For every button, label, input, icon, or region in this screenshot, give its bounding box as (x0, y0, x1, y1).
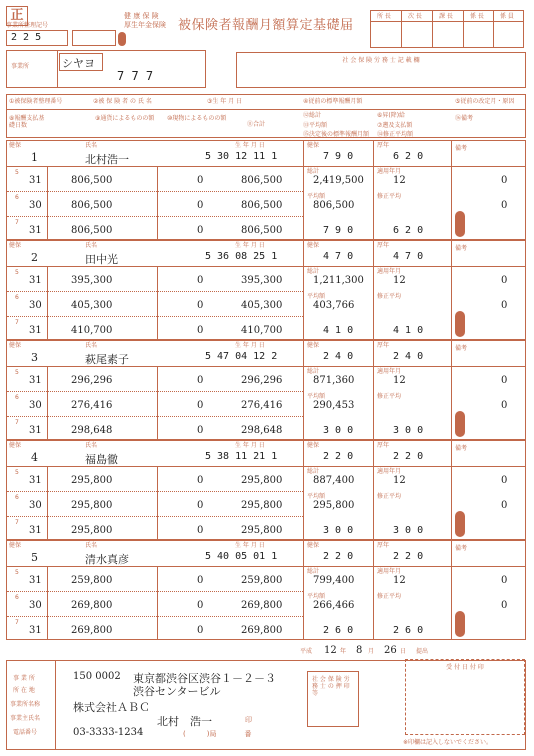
goods-amount: 0 (197, 325, 204, 336)
cash-amount: 298,648 (71, 425, 113, 436)
col-9: ⑨通貨によるものの額 (95, 115, 155, 122)
pill-marker (455, 611, 465, 637)
col-3: ③生 年 月 日 (207, 98, 243, 105)
pill-marker (118, 32, 126, 46)
pill-marker (455, 311, 465, 337)
insurance-type (124, 12, 166, 30)
pill-marker (455, 211, 465, 237)
base-days: 31 (29, 325, 42, 336)
prev-health: 2 2 0 (323, 451, 354, 462)
stamp-label: 課 長 (439, 13, 453, 20)
name-label: 氏名 (85, 542, 98, 549)
total-amount: 799,400 (313, 575, 355, 586)
month-sum: 269,800 (241, 625, 283, 636)
submit-day: 26 (384, 645, 397, 656)
month-number: 6 (15, 294, 19, 301)
base-days: 31 (29, 425, 42, 436)
goods-amount: 0 (197, 300, 204, 311)
cash-amount: 410,700 (71, 325, 113, 336)
cash-amount: 295,800 (71, 500, 113, 511)
average-amount: 290,453 (313, 400, 355, 411)
average-amount: 806,500 (313, 200, 355, 211)
month-sum: 806,500 (241, 225, 283, 236)
base-days: 31 (29, 275, 42, 286)
birth-date: 5 30 12 11 1 (205, 151, 278, 162)
base-days: 31 (29, 225, 42, 236)
stamp-label: 係 員 (500, 13, 514, 20)
address-line2: 渋谷センタービル (133, 685, 221, 698)
seal-mark: 印 (245, 716, 252, 724)
health-label: 健保 (307, 342, 320, 349)
pension-label: 厚生年金保険 (124, 21, 166, 29)
correct-mark: 正 (6, 6, 28, 26)
month-sum: 295,800 (241, 525, 283, 536)
health-label: 健保 (307, 442, 320, 449)
month-sum: 806,500 (241, 200, 283, 211)
total-amount: 887,400 (313, 475, 355, 486)
cash-amount: 296,296 (71, 375, 113, 386)
corrected-label: 修正平均 (377, 393, 402, 400)
base-days: 31 (29, 175, 42, 186)
pension-label: 厚年 (377, 142, 390, 149)
submit-year: 12 (324, 645, 337, 656)
form-title: 被保険者報酬月額算定基礎届 (178, 18, 354, 33)
person-block (6, 140, 526, 240)
month-number: 6 (15, 394, 19, 401)
footer-note: ※印欄は記入しないでください。 (403, 739, 493, 746)
received-label: 受 付 日 付 印 (446, 664, 484, 671)
applied-label: 適用年月 (377, 268, 402, 275)
goods-amount: 0 (197, 475, 204, 486)
retro-value: 0 (501, 400, 508, 411)
pension-label: 厚年 (377, 342, 390, 349)
month-sum: 295,800 (241, 475, 283, 486)
col-16: ⑯備考 (455, 115, 474, 122)
base-days: 30 (29, 400, 42, 411)
footer-label: 事 業 所 (13, 675, 35, 682)
month-number: 6 (15, 194, 19, 201)
average-amount: 266,466 (313, 600, 355, 611)
goods-amount: 0 (197, 575, 204, 586)
average-label: 平均額 (307, 593, 326, 600)
col-12: ⑫総計 (303, 112, 322, 119)
apply-month: 12 (393, 375, 406, 386)
cash-amount: 295,800 (71, 525, 113, 536)
submit-month: 8 (356, 645, 363, 656)
goods-amount: 0 (197, 375, 204, 386)
birth-label: 生 年 月 日 (235, 342, 265, 349)
health-label: 健保 (9, 342, 22, 349)
corrected-label: 修正平均 (377, 593, 402, 600)
month-number: 7 (15, 519, 19, 526)
cash-amount: 806,500 (71, 175, 113, 186)
prev-health: 7 9 0 (323, 151, 354, 162)
base-days: 30 (29, 200, 42, 211)
new-health: 2 6 0 (323, 625, 354, 636)
total-amount: 2,419,500 (313, 175, 364, 186)
office-label: 事業所 (11, 63, 30, 70)
month-sum: 269,800 (241, 600, 283, 611)
office-code: 2 2 5 (11, 32, 42, 43)
birth-date: 5 47 04 12 2 (205, 351, 278, 362)
base-days: 30 (29, 300, 42, 311)
apply-month: 12 (393, 475, 406, 486)
person-name: 福島徹 (85, 453, 118, 466)
remarks-label: 備考 (455, 145, 468, 152)
month-label: 月 (368, 648, 375, 655)
pension-label: 厚年 (377, 542, 390, 549)
goods-amount: 0 (197, 500, 204, 511)
person-block (6, 540, 526, 640)
month-sum: 295,800 (241, 500, 283, 511)
pension-label: 厚年 (377, 442, 390, 449)
office-code-label: 事業所整理記号 (6, 22, 49, 29)
sharoushi-seal-label: 社 会 保 険 労 務 士 の 押 印 等 (312, 676, 350, 697)
goods-amount: 0 (197, 200, 204, 211)
received-stamp-box (405, 659, 525, 735)
column-header (6, 94, 526, 138)
footer (6, 660, 526, 750)
pension-label: 厚年 (377, 242, 390, 249)
retro-value: 0 (501, 500, 508, 511)
name-label: 氏名 (85, 442, 98, 449)
footer-label: 事業主氏名 (10, 715, 41, 722)
retro-value: 0 (501, 475, 508, 486)
retro-value: 0 (501, 175, 508, 186)
month-sum: 296,296 (241, 375, 283, 386)
person-name: 田中光 (85, 253, 118, 266)
cash-amount: 269,800 (71, 625, 113, 636)
cash-amount: 295,800 (71, 475, 113, 486)
base-days: 31 (29, 625, 42, 636)
submit-label: 提出 (416, 648, 429, 655)
month-sum: 276,416 (241, 400, 283, 411)
retro-value: 0 (501, 375, 508, 386)
office-number: 7 7 7 (117, 69, 154, 83)
office-code-box (6, 30, 68, 46)
birth-label: 生 年 月 日 (235, 442, 265, 449)
month-number: 7 (15, 619, 19, 626)
pill-marker (455, 411, 465, 437)
birth-label: 生 年 月 日 (235, 542, 265, 549)
person-no: 3 (31, 351, 38, 364)
average-label: 平均額 (307, 193, 326, 200)
col-13: ⑬平均額 (303, 122, 328, 129)
persons-area (6, 140, 526, 640)
person-block (6, 240, 526, 340)
month-number: 5 (15, 369, 19, 376)
month-sum: 395,300 (241, 275, 283, 286)
average-amount: 403,766 (313, 300, 355, 311)
cash-amount: 276,416 (71, 400, 113, 411)
col-5: ⑤従前の改定月・原因 (455, 98, 515, 105)
cash-amount: 269,800 (71, 600, 113, 611)
health-label: 健保 (9, 142, 22, 149)
month-number: 6 (15, 594, 19, 601)
prev-pension: 2 4 0 (393, 351, 424, 362)
month-sum: 259,800 (241, 575, 283, 586)
new-pension: 3 0 0 (393, 525, 424, 536)
cash-amount: 395,300 (71, 275, 113, 286)
col-1: ①被保険者整理番号 (9, 98, 63, 105)
goods-amount: 0 (197, 275, 204, 286)
col-2: ②被 保 険 者 の 氏 名 (93, 98, 152, 105)
average-amount: 295,800 (313, 500, 355, 511)
person-name: 清水真彦 (85, 553, 129, 566)
footer-label-col (7, 661, 56, 749)
month-number: 5 (15, 169, 19, 176)
prev-pension: 6 2 0 (393, 151, 424, 162)
person-block (6, 340, 526, 440)
base-days: 30 (29, 500, 42, 511)
name-label: 氏名 (85, 242, 98, 249)
average-label: 平均額 (307, 493, 326, 500)
applied-label: 適用年月 (377, 368, 402, 375)
stamp-label: 所 長 (377, 13, 391, 20)
name-label: 氏名 (85, 142, 98, 149)
health-insurance-label: 健 康 保 険 (124, 12, 159, 20)
phone-number: 03-3333-1234 (73, 727, 144, 738)
cash-amount: 259,800 (71, 575, 113, 586)
new-health: 7 9 0 (323, 225, 354, 236)
corrected-label: 修正平均 (377, 293, 402, 300)
stamp-label: 次 長 (408, 13, 422, 20)
prev-pension: 4 7 0 (393, 251, 424, 262)
remarks-label: 備考 (455, 545, 468, 552)
col-15: ⑮決定後の標準報酬月額 (303, 131, 370, 138)
base-days: 31 (29, 475, 42, 486)
new-pension: 4 1 0 (393, 325, 424, 336)
retro-value: 0 (501, 200, 508, 211)
apply-month: 12 (393, 275, 406, 286)
health-label: 健保 (307, 542, 320, 549)
footer-label: 事業所名称 (10, 701, 41, 708)
total-amount: 1,211,300 (313, 275, 364, 286)
month-sum: 410,700 (241, 325, 283, 336)
month-number: 5 (15, 569, 19, 576)
company-name: 株式会社ＡＢＣ (73, 701, 150, 714)
month-sum: 298,648 (241, 425, 283, 436)
health-label: 健保 (9, 542, 22, 549)
person-no: 4 (31, 451, 38, 464)
health-label: 健保 (9, 242, 22, 249)
col-11: ⑪合計 (247, 121, 266, 128)
sharoushi-box (236, 52, 526, 88)
person-name: 北村浩一 (85, 153, 129, 166)
applied-label: 適用年月 (377, 168, 402, 175)
name-label: 氏名 (85, 342, 98, 349)
apply-month: 12 (393, 175, 406, 186)
total-amount: 871,360 (313, 375, 355, 386)
cash-amount: 806,500 (71, 225, 113, 236)
total-label: 総計 (307, 168, 320, 175)
goods-amount: 0 (197, 525, 204, 536)
person-no: 5 (31, 551, 38, 564)
stamp-area (370, 10, 524, 48)
pill-marker (455, 511, 465, 537)
postal-code: 150 0002 (73, 671, 121, 682)
birth-label: 生 年 月 日 (235, 242, 265, 249)
birth-date: 5 40 05 01 1 (205, 551, 278, 562)
col-7: ⑦遡及支払額 (377, 122, 413, 129)
remarks-label: 備考 (455, 245, 468, 252)
apply-month: 12 (393, 575, 406, 586)
footer-label: 電話番号 (13, 729, 38, 736)
retro-value: 0 (501, 300, 508, 311)
base-days: 31 (29, 525, 42, 536)
applied-label: 適用年月 (377, 468, 402, 475)
owner-name: 北村 浩一 (157, 715, 212, 728)
person-no: 2 (31, 251, 38, 264)
birth-date: 5 38 11 21 1 (205, 451, 278, 462)
form-header (6, 6, 526, 90)
retro-value: 0 (501, 575, 508, 586)
sharoushi-seal-box (307, 671, 359, 727)
goods-amount: 0 (197, 425, 204, 436)
era-label: 平成 (300, 648, 313, 655)
new-health: 3 0 0 (323, 425, 354, 436)
health-label: 健保 (307, 242, 320, 249)
health-label: 健保 (9, 442, 22, 449)
prev-health: 4 7 0 (323, 251, 354, 262)
new-health: 3 0 0 (323, 525, 354, 536)
col-4: ④従前の標準報酬月額 (303, 98, 363, 105)
health-label: 健保 (307, 142, 320, 149)
goods-amount: 0 (197, 175, 204, 186)
prev-pension: 2 2 0 (393, 551, 424, 562)
col-14: ⑭修正平均額 (377, 131, 414, 138)
month-number: 6 (15, 494, 19, 501)
phone-ext: ( )局 番 (183, 730, 252, 738)
retro-value: 0 (501, 600, 508, 611)
cash-amount: 405,300 (71, 300, 113, 311)
total-label: 総計 (307, 468, 320, 475)
month-number: 5 (15, 469, 19, 476)
year-label: 年 (340, 648, 347, 655)
corrected-label: 修正平均 (377, 193, 402, 200)
retro-value: 0 (501, 275, 508, 286)
goods-amount: 0 (197, 625, 204, 636)
prev-pension: 2 2 0 (393, 451, 424, 462)
month-number: 7 (15, 319, 19, 326)
new-pension: 2 6 0 (393, 625, 424, 636)
new-health: 4 1 0 (323, 325, 354, 336)
month-number: 7 (15, 419, 19, 426)
goods-amount: 0 (197, 225, 204, 236)
col-8: ⑧報酬支払基礎日数 (9, 115, 45, 129)
remarks-label: 備考 (455, 345, 468, 352)
col-6: ⑥昇(降)給 (377, 112, 406, 119)
base-days: 30 (29, 600, 42, 611)
birth-label: 生 年 月 日 (235, 142, 265, 149)
office-kana: シヤヨ (62, 57, 95, 70)
remarks-label: 備考 (455, 445, 468, 452)
corrected-label: 修正平均 (377, 493, 402, 500)
day-label: 日 (400, 648, 407, 655)
total-label: 総計 (307, 268, 320, 275)
total-label: 総計 (307, 368, 320, 375)
month-sum: 405,300 (241, 300, 283, 311)
cash-amount: 806,500 (71, 200, 113, 211)
base-days: 31 (29, 375, 42, 386)
new-pension: 6 2 0 (393, 225, 424, 236)
average-label: 平均額 (307, 293, 326, 300)
total-label: 総計 (307, 568, 320, 575)
stamp-label: 係 長 (470, 13, 484, 20)
month-sum: 806,500 (241, 175, 283, 186)
base-days: 31 (29, 575, 42, 586)
prev-health: 2 2 0 (323, 551, 354, 562)
average-label: 平均額 (307, 393, 326, 400)
month-number: 5 (15, 269, 19, 276)
address-line1: 東京都渋谷区渋谷１－２－３ (133, 672, 276, 685)
office-code-box2 (72, 30, 116, 46)
month-number: 7 (15, 219, 19, 226)
person-no: 1 (31, 151, 38, 164)
person-block (6, 440, 526, 540)
birth-date: 5 36 08 25 1 (205, 251, 278, 262)
goods-amount: 0 (197, 600, 204, 611)
applied-label: 適用年月 (377, 568, 402, 575)
col-10: ⑩現物によるものの額 (167, 115, 227, 122)
goods-amount: 0 (197, 400, 204, 411)
office-box (6, 50, 206, 88)
new-pension: 3 0 0 (393, 425, 424, 436)
sharoushi-label: 社 会 保 険 労 務 士 記 載 欄 (342, 57, 420, 64)
footer-label: 所 在 地 (13, 687, 35, 694)
person-name: 萩尾素子 (85, 353, 129, 366)
prev-health: 2 4 0 (323, 351, 354, 362)
